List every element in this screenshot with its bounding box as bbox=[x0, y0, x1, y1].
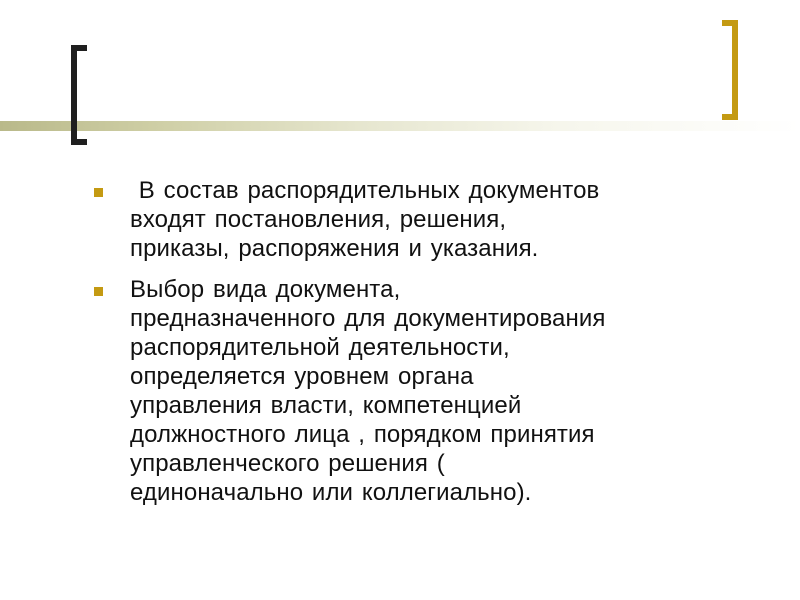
left-bracket-decoration bbox=[71, 45, 87, 145]
header-divider-line bbox=[0, 121, 800, 131]
right-bracket-decoration bbox=[722, 20, 738, 120]
square-bullet-icon bbox=[94, 287, 103, 296]
bullet-text: В состав распорядительных документов входят постановления, решения, приказы, распоряжения и указания. bbox=[130, 177, 600, 262]
bullet-item bbox=[92, 176, 752, 263]
square-bullet-icon bbox=[94, 188, 103, 197]
bullet-list bbox=[92, 176, 752, 519]
bullet-item bbox=[92, 275, 752, 507]
bullet-text: Выбор вида документа, предназначенного для документирования распорядительной деятельности, определяется уровнем органа управления власти, компетенцией должностного лица , порядком принятия управленческого решения ( единоначально или коллегиально). bbox=[130, 276, 606, 506]
